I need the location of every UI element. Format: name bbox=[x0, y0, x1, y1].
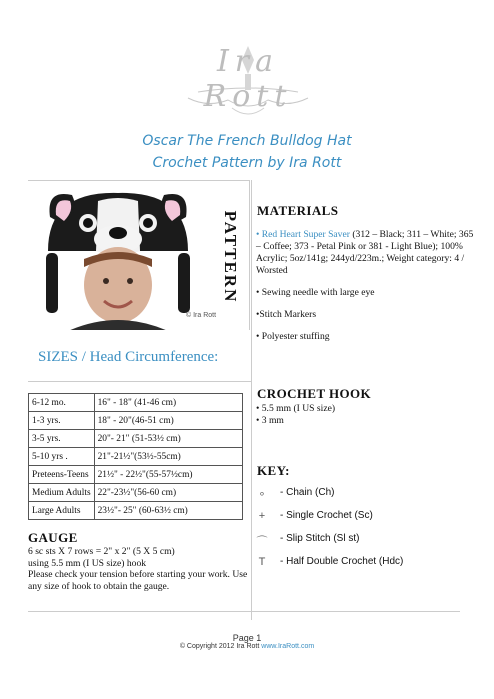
key-item bbox=[256, 510, 476, 533]
table-row bbox=[29, 412, 243, 430]
column-divider bbox=[251, 180, 252, 620]
hook-size-1: • 5.5 mm (I US size) bbox=[256, 403, 336, 414]
hook-heading: CROCHET HOOK bbox=[257, 386, 371, 401]
website-link[interactable]: www.IraRott.com bbox=[261, 643, 315, 650]
chain-icon: ∘ bbox=[258, 488, 266, 500]
hook-list bbox=[256, 403, 335, 427]
size-label: 5-10 yrs . bbox=[29, 448, 95, 466]
pattern-subtitle: Crochet Pattern by Ira Rott bbox=[152, 155, 342, 171]
size-value: 21½" - 22½"(55-57½cm) bbox=[94, 466, 242, 484]
key-heading: KEY: bbox=[257, 463, 290, 478]
materials-yarn bbox=[256, 229, 474, 277]
materials-needle: • Sewing needle with large eye bbox=[256, 287, 375, 298]
gauge-line-2: using 5.5 mm (I US size) hook bbox=[28, 557, 147, 569]
brand-logo bbox=[168, 38, 328, 120]
size-label: 3-5 yrs. bbox=[29, 430, 95, 448]
table-row bbox=[29, 466, 243, 484]
photo-credit: © Ira Rott bbox=[186, 312, 217, 319]
materials-heading: MATERIALS bbox=[257, 203, 339, 218]
copyright-text: © Copyright 2012 Ira Rott bbox=[179, 643, 260, 650]
table-row bbox=[29, 484, 243, 502]
size-value: 21"-21½"(53½-55cm) bbox=[94, 448, 242, 466]
yarn-details: (312 – Black; 311 – White; 365 – Coffee; 373 - Petal Pink or 381 - Light Blue); 100% Acrylic; 5oz/141g; 244yd/223m.; Weight category: 4 / Worsted bbox=[256, 229, 474, 276]
table-row bbox=[29, 502, 243, 520]
materials-markers: •Stitch Markers bbox=[256, 309, 317, 320]
size-value: 22"-23½"(56-60 cm) bbox=[94, 484, 242, 502]
size-label: Large Adults bbox=[29, 502, 95, 520]
size-value: 16" - 18" (41-46 cm) bbox=[94, 394, 242, 412]
copyright-line bbox=[0, 643, 494, 650]
sizes-table bbox=[28, 393, 243, 520]
single-crochet-icon: + bbox=[258, 510, 266, 522]
key-label: - Chain (Ch) bbox=[280, 487, 335, 498]
gauge-heading: GAUGE bbox=[28, 530, 78, 545]
gauge-text bbox=[28, 546, 250, 592]
table-row bbox=[29, 448, 243, 466]
size-label: 1-3 yrs. bbox=[29, 412, 95, 430]
materials-list bbox=[256, 229, 474, 353]
yarn-link[interactable]: • Red Heart Super Saver bbox=[256, 229, 350, 240]
pattern-stamp: PATTERN bbox=[221, 210, 240, 304]
pattern-side-label bbox=[216, 188, 244, 326]
key-item bbox=[256, 533, 476, 556]
key-label: - Single Crochet (Sc) bbox=[280, 510, 373, 521]
size-value: 20"- 21" (51-53½ cm) bbox=[94, 430, 242, 448]
size-label: 6-12 mo. bbox=[29, 394, 95, 412]
logo-text: Ira Rott bbox=[203, 44, 293, 114]
key-label: - Slip Stitch (Sl st) bbox=[280, 533, 360, 544]
gauge-line-1: 6 sc sts X 7 rows = 2" x 2" (5 X 5 cm) bbox=[28, 546, 175, 557]
key-item bbox=[256, 487, 476, 510]
slip-stitch-icon: ⌒ bbox=[256, 536, 268, 548]
stitch-key bbox=[256, 487, 476, 579]
size-value: 23½"- 25" (60-63½ cm) bbox=[94, 502, 242, 520]
size-label: Medium Adults bbox=[29, 484, 95, 502]
footer-divider bbox=[28, 611, 460, 612]
sizes-divider bbox=[28, 381, 251, 382]
half-double-crochet-icon: T bbox=[258, 556, 266, 568]
materials-stuffing: • Polyester stuffing bbox=[256, 331, 330, 342]
pattern-title: Oscar The French Bulldog Hat bbox=[142, 133, 352, 149]
table-row bbox=[29, 394, 243, 412]
size-label: Preteens-Teens bbox=[29, 466, 95, 484]
gauge-line-3: Please check your tension before starting your work. Use any size of hook to obtain the gauge. bbox=[28, 569, 248, 592]
key-item bbox=[256, 556, 476, 579]
size-value: 18" - 20"(46-51 cm) bbox=[94, 412, 242, 430]
key-label: - Half Double Crochet (Hdc) bbox=[280, 556, 404, 567]
page-number: Page 1 bbox=[232, 633, 262, 643]
hook-size-2: • 3 mm bbox=[256, 415, 284, 426]
sizes-heading: SIZES / Head Circumference: bbox=[38, 349, 219, 365]
table-row bbox=[29, 430, 243, 448]
